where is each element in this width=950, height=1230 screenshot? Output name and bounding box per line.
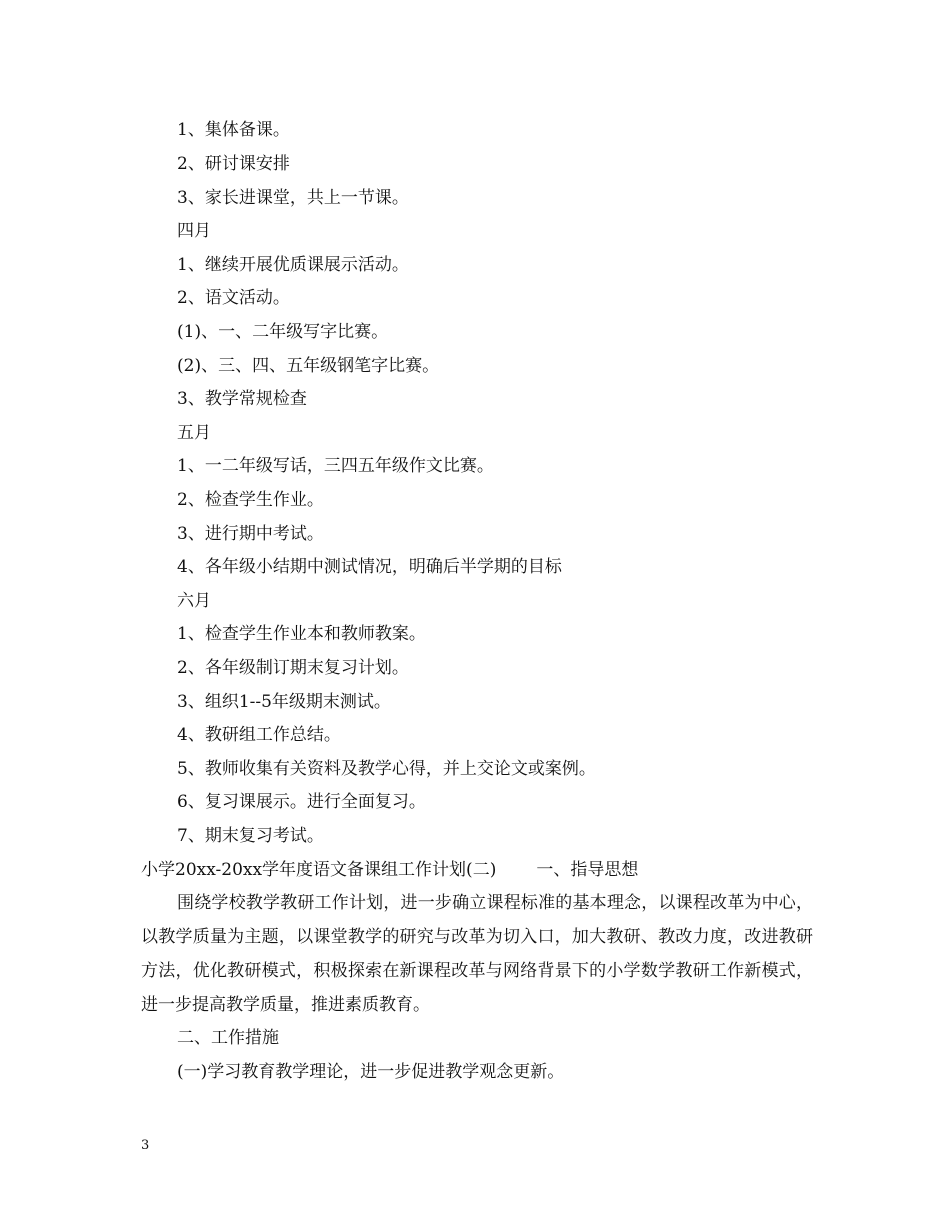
list-item: 3、进行期中考试。 [177, 524, 324, 544]
plan-title: 小学20xx-20xx学年度语文备课组工作计划(二) [141, 860, 497, 880]
list-item: 7、期末复习考试。 [177, 826, 324, 846]
page-number: 3 [141, 1138, 150, 1153]
list-item: 1、检查学生作业本和教师教案。 [177, 624, 426, 644]
month-heading-june: 六月 [177, 591, 211, 611]
list-item: 1、继续开展优质课展示活动。 [177, 255, 409, 275]
list-item: 4、教研组工作总结。 [177, 725, 341, 745]
list-item: 3、组织1--5年级期末测试。 [177, 692, 391, 712]
list-item: 2、各年级制订期末复习计划。 [177, 658, 409, 678]
list-item: 4、各年级小结期中测试情况，明确后半学期的目标 [177, 557, 562, 577]
section-heading-guiding-ideology: 一、指导思想 [536, 860, 639, 880]
guiding-ideology-paragraph: 围绕学校教学教研工作计划，进一步确立课程标准的基本理念，以课程改革为中心，以教学质量为主题，以课堂教学的研究与改革为切入口，加大教研、教改力度，改进教研方法，优化教研模式，积极探索在新课程改革与网络背景下的小学数学教研工作新模式，进一步提高教学质量，推进素质教育。 [141, 893, 813, 1015]
month-heading-may: 五月 [177, 423, 211, 443]
list-item: 3、家长进课堂，共上一节课。 [177, 188, 409, 208]
list-item: 3、教学常规检查 [177, 389, 307, 409]
list-item: 6、复习课展示。进行全面复习。 [177, 792, 426, 812]
list-item: (1)、一、二年级写字比赛。 [177, 322, 389, 342]
list-item: 2、语文活动。 [177, 288, 290, 308]
plan-title-line [141, 859, 638, 881]
section-heading-work-measures: 二、工作措施 [177, 1028, 279, 1048]
list-item: 2、研讨课安排 [177, 154, 290, 174]
list-item: 2、检查学生作业。 [177, 490, 324, 510]
list-item: (2)、三、四、五年级钢笔字比赛。 [177, 356, 440, 376]
list-item: 1、集体备课。 [177, 120, 290, 140]
work-measure-item: (一)学习教育教学理论，进一步促进教学观念更新。 [177, 1062, 565, 1082]
list-item: 1、一二年级写话，三四五年级作文比赛。 [177, 456, 494, 476]
month-heading-april: 四月 [177, 221, 211, 241]
list-item: 5、教师收集有关资料及教学心得，并上交论文或案例。 [177, 759, 596, 779]
